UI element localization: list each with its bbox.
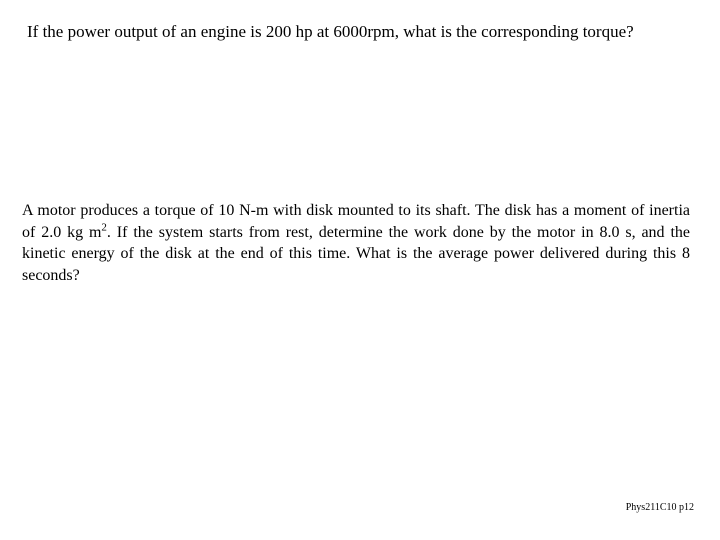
question-1-text: If the power output of an engine is 200 hp at 6000rpm, what is the corresponding torque? (27, 22, 634, 41)
question-2-text-end: . If the system starts from rest, determine the work done by the motor in 8.0 s, and the kinetic energy of the disk at the end of this time. What is the average power delivered during this 8 seconds? (22, 223, 690, 284)
question-2 (22, 200, 690, 286)
question-1 (27, 21, 707, 43)
page-footer (626, 502, 694, 514)
slide-reference: Phys211C10 p12 (625, 502, 694, 513)
question-2-text-start: A motor produces a torque of 10 N-m with disk mounted to its shaft. The disk has a moment of inertia of 2.0 kg m (22, 202, 690, 241)
unit-exponent: 2 (101, 221, 107, 234)
